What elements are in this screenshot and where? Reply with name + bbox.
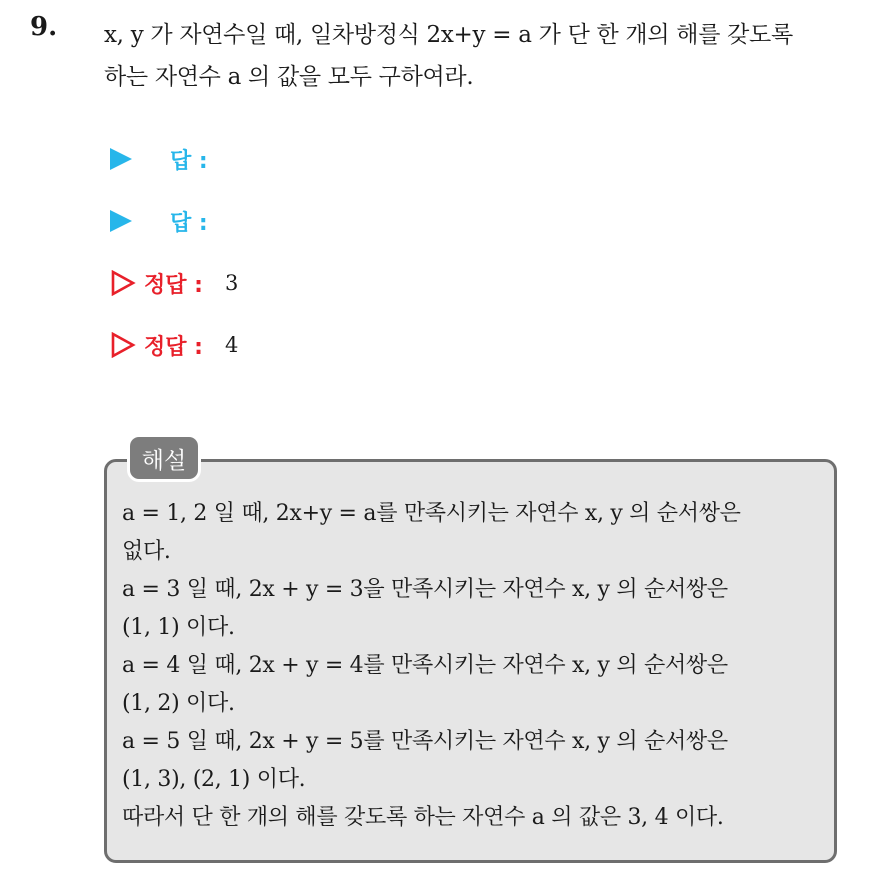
explanation-line: a = 5 일 때, 2x + y = 5를 만족시키는 자연수 x, y 의 순서쌍은 [122, 729, 728, 754]
answer-section [110, 128, 510, 376]
play-triangle-filled-icon [110, 210, 132, 232]
correct-answer-value: 4 [224, 333, 239, 357]
answer-row [110, 190, 510, 252]
correct-answer-label: 정답 : [144, 272, 203, 298]
answer-row [110, 128, 510, 190]
explanation-line: a = 4 일 때, 2x + y = 4를 만족시키는 자연수 x, y 의 순서쌍은 [122, 653, 728, 678]
explanation-line: 없다. [122, 539, 171, 564]
play-triangle-outline-icon [110, 332, 136, 358]
play-triangle-outline-icon [110, 270, 136, 296]
correct-answer-label: 정답 : [144, 334, 203, 360]
explanation-line: a = 3 일 때, 2x + y = 3을 만족시키는 자연수 x, y 의 순서쌍은 [122, 577, 728, 602]
answer-label: 답 : [170, 148, 208, 174]
question-text-line-2: 하는 자연수 a 의 값을 모두 구하여라. [104, 64, 474, 90]
explanation-title-tab: 해설 [130, 437, 198, 479]
explanation-line: (1, 1) 이다. [122, 615, 235, 640]
play-triangle-filled-icon [110, 148, 132, 170]
answer-label: 답 : [170, 210, 208, 236]
question-number: 9. [30, 12, 58, 42]
explanation-line: (1, 2) 이다. [122, 691, 235, 716]
explanation-line: a = 1, 2 일 때, 2x+y = a를 만족시키는 자연수 x, y 의 순서쌍은 [122, 501, 741, 526]
correct-answer-value: 3 [224, 271, 239, 295]
explanation-line: (1, 3), (2, 1) 이다. [122, 767, 306, 792]
explanation-text [122, 495, 834, 837]
question-text-line-1: x, y 가 자연수일 때, 일차방정식 2x+y = a 가 단 한 개의 해를 갖도록 [104, 22, 793, 48]
correct-answer-row [110, 252, 510, 314]
correct-answer-row [110, 314, 510, 376]
explanation-line: 따라서 단 한 개의 해를 갖도록 하는 자연수 a 의 값은 3, 4 이다. [122, 805, 724, 830]
